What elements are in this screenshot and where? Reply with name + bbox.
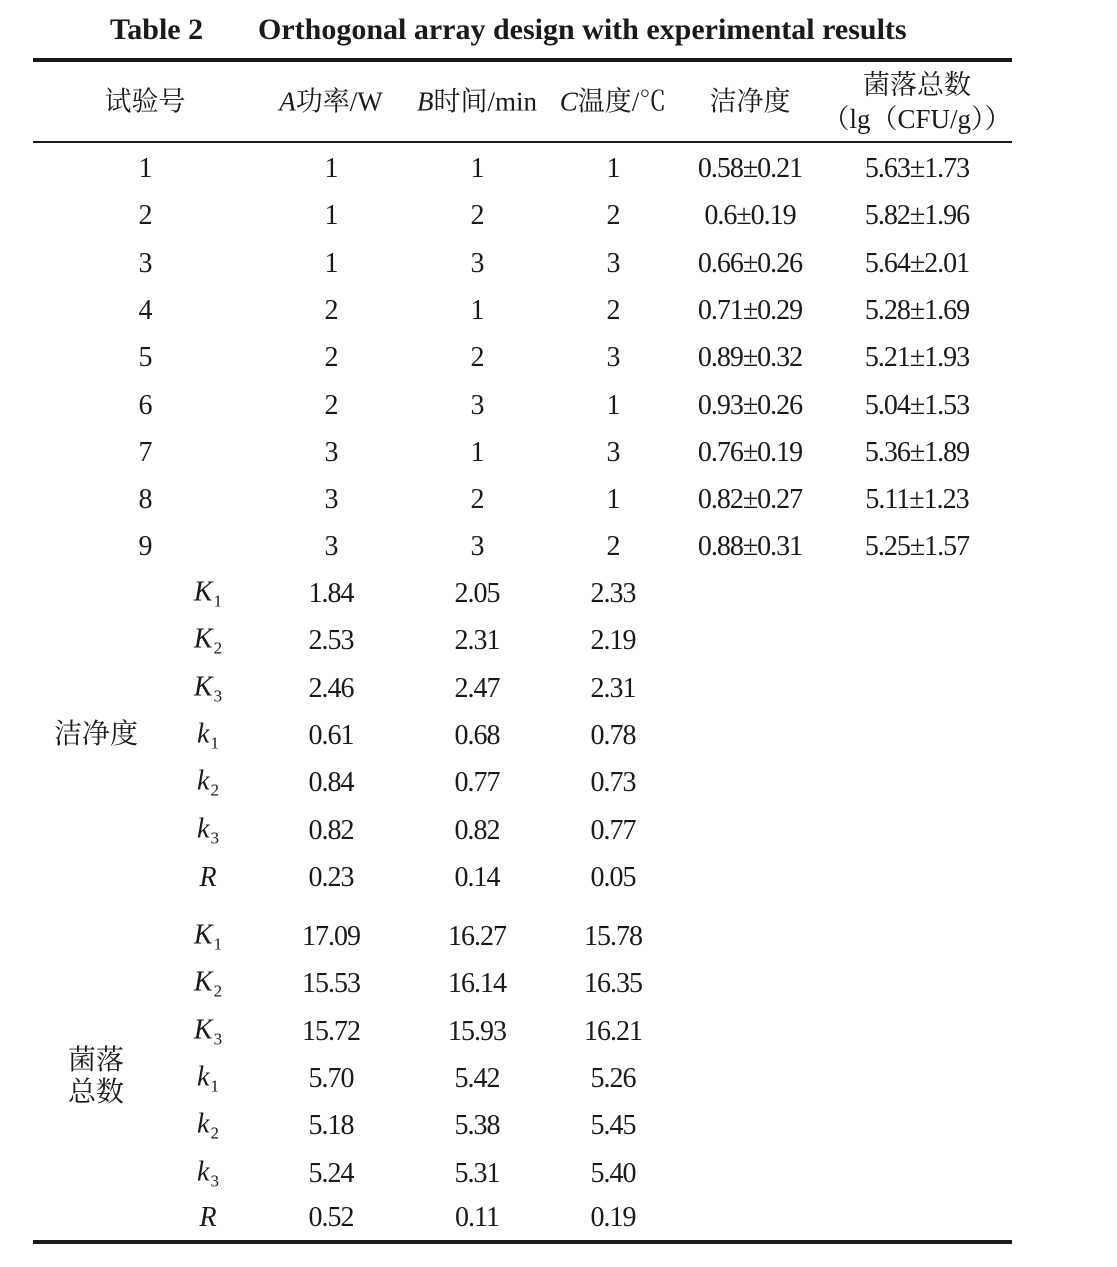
statistic-letter: R [199, 861, 217, 893]
trial-number: 9 [138, 531, 152, 563]
stat-value-b: 15.93 [448, 1015, 506, 1047]
top-rule [33, 58, 1012, 62]
statistic-subscript: 2 [210, 780, 219, 800]
statistic-letter: k [197, 813, 210, 844]
level-a: 2 [324, 294, 338, 326]
stat-value-a: 17.09 [302, 921, 360, 952]
level-c: 3 [606, 436, 620, 468]
level-b: 1 [470, 153, 484, 184]
cleanliness-value: 0.71±0.29 [697, 294, 803, 326]
level-c: 2 [606, 200, 620, 232]
colony-count-value: 5.21±1.93 [864, 342, 970, 374]
header-cleanliness: 洁净度 [709, 86, 791, 117]
stat-value-b: 0.11 [455, 1202, 499, 1233]
stat-value-b: 5.38 [454, 1110, 500, 1142]
level-c: 2 [606, 531, 620, 563]
colony-count-value: 5.63±1.73 [864, 153, 970, 184]
stat-value-a: 5.24 [308, 1157, 354, 1189]
level-a: 2 [324, 389, 338, 421]
stat-value-c: 0.73 [590, 767, 636, 799]
level-c: 1 [606, 153, 620, 184]
stat-value-c: 0.78 [590, 719, 636, 751]
stat-value-c: 16.35 [584, 968, 642, 1000]
statistic-symbol [197, 1108, 219, 1143]
statistic-symbol [193, 966, 223, 1001]
statistic-subscript: 2 [213, 638, 223, 658]
cleanliness-value: 0.66±0.26 [697, 247, 803, 279]
cleanliness-value: 0.88±0.31 [697, 531, 803, 563]
statistic-symbol [193, 576, 223, 611]
level-a: 2 [324, 342, 338, 374]
cleanliness-value: 0.82±0.27 [697, 484, 803, 516]
stat-value-c: 5.26 [590, 1062, 636, 1094]
stat-value-b: 0.77 [454, 767, 500, 799]
statistic-letter: k [197, 1108, 210, 1140]
statistic-symbol [199, 1204, 216, 1232]
header-trial: 试验号 [104, 86, 186, 117]
colony-count-value: 5.11±1.23 [865, 484, 969, 516]
colony-count-value: 5.28±1.69 [864, 294, 970, 326]
header-factor-a-text: 功率/W [295, 86, 383, 117]
stat-value-c: 15.78 [584, 921, 642, 952]
level-a: 3 [324, 436, 338, 468]
stat-value-b: 0.68 [454, 719, 500, 751]
statistic-letter: k [197, 1061, 210, 1093]
stat-value-b: 16.14 [448, 968, 506, 1000]
level-a: 3 [324, 531, 338, 563]
statistic-letter: R [199, 1202, 217, 1233]
statistic-symbol [194, 673, 222, 704]
statistic-symbol [199, 861, 217, 893]
stat-value-c: 5.45 [590, 1110, 636, 1142]
statistic-subscript: 1 [213, 934, 223, 954]
level-b: 2 [470, 484, 484, 516]
statistic-symbol [197, 720, 219, 751]
statistic-symbol [197, 1063, 219, 1094]
group-label-line2: 总数 [67, 1077, 125, 1108]
trial-number: 8 [138, 484, 152, 516]
level-c: 1 [606, 389, 620, 421]
stat-value-a: 15.72 [302, 1015, 360, 1047]
stat-value-c: 2.19 [590, 625, 636, 657]
trial-number: 4 [138, 294, 152, 326]
header-factor-c [559, 86, 667, 117]
cleanliness-value: 0.89±0.32 [697, 342, 803, 374]
statistic-letter: K [193, 623, 213, 655]
header-colony-line2: （lg（CFU/g）） [822, 104, 1012, 134]
statistic-subscript: 1 [213, 591, 223, 611]
stat-value-b: 0.14 [454, 861, 500, 893]
level-b: 3 [470, 389, 484, 421]
statistic-symbol [194, 1016, 222, 1047]
stat-value-a: 0.23 [308, 861, 354, 893]
header-factor-b-letter: B [416, 86, 434, 117]
colony-count-value: 5.64±2.01 [864, 247, 970, 279]
level-b: 1 [470, 294, 484, 326]
stat-value-a: 1.84 [308, 578, 354, 609]
stat-value-a: 0.82 [308, 814, 354, 846]
stat-value-a: 5.70 [308, 1062, 354, 1094]
stat-value-a: 2.46 [308, 672, 354, 704]
statistic-subscript: 1 [210, 1076, 219, 1096]
statistic-symbol [197, 1158, 219, 1189]
level-a: 3 [324, 484, 338, 516]
trial-number: 1 [138, 153, 152, 184]
header-rule [33, 141, 1012, 143]
stat-value-b: 5.42 [454, 1062, 500, 1094]
header-factor-b [416, 86, 538, 117]
statistic-letter: K [193, 919, 213, 951]
statistic-letter: k [197, 765, 210, 797]
statistic-letter: K [193, 576, 213, 608]
stat-value-c: 5.40 [590, 1157, 636, 1189]
stat-value-a: 0.84 [308, 767, 354, 799]
stat-value-b: 5.31 [454, 1157, 500, 1189]
cleanliness-value: 0.6±0.19 [704, 200, 796, 232]
stat-value-c: 16.21 [584, 1015, 642, 1047]
colony-count-value: 5.36±1.89 [864, 436, 970, 468]
level-c: 2 [606, 294, 620, 326]
table-number: Table 2 [110, 13, 204, 46]
statistic-subscript: 3 [210, 1171, 219, 1190]
stat-value-a: 5.18 [308, 1110, 354, 1142]
level-b: 3 [470, 531, 484, 563]
stat-value-a: 15.53 [302, 968, 360, 1000]
statistic-letter: K [193, 1014, 213, 1046]
header-factor-c-text: 温度/℃ [577, 86, 667, 117]
table-caption [0, 8, 1117, 52]
stat-value-c: 0.05 [590, 861, 636, 893]
colony-count-value: 5.25±1.57 [864, 531, 970, 563]
level-b: 2 [470, 342, 484, 374]
trial-number: 3 [138, 247, 152, 279]
level-a: 1 [324, 247, 338, 279]
stat-value-a: 2.53 [308, 625, 354, 657]
statistic-subscript: 3 [213, 1029, 223, 1049]
trial-number: 5 [138, 342, 152, 374]
level-b: 1 [470, 436, 484, 468]
header-colony-line1: 菌落总数 [863, 70, 971, 100]
level-c: 1 [606, 484, 620, 516]
bottom-rule [33, 1240, 1012, 1244]
group-label [54, 721, 138, 749]
stat-value-b: 2.05 [454, 578, 500, 609]
header-factor-a-letter: A [279, 86, 296, 117]
colony-count-value: 5.82±1.96 [864, 200, 970, 232]
header-colony-count [822, 68, 1011, 136]
level-b: 3 [470, 247, 484, 279]
table-title: Orthogonal array design with experimental results [258, 13, 907, 46]
statistic-symbol [193, 919, 223, 954]
cleanliness-value: 0.76±0.19 [697, 436, 803, 468]
statistic-symbol [197, 815, 219, 846]
stat-value-c: 2.31 [590, 672, 636, 704]
group-label-line1: 洁净度 [53, 719, 139, 750]
statistic-symbol [193, 623, 223, 658]
stat-value-b: 2.47 [454, 672, 500, 704]
statistic-subscript: 2 [213, 981, 223, 1001]
header-factor-a [279, 86, 383, 117]
stat-value-c: 2.33 [590, 578, 636, 609]
trial-number: 7 [138, 436, 152, 468]
statistic-letter: k [197, 1156, 210, 1187]
trial-number: 6 [138, 389, 152, 421]
statistic-letter: k [197, 718, 210, 750]
stat-value-b: 0.82 [454, 814, 500, 846]
group-label-line1: 菌落 [67, 1045, 125, 1076]
stat-value-b: 16.27 [448, 921, 506, 952]
level-a: 1 [324, 200, 338, 232]
stat-value-c: 0.77 [590, 814, 636, 846]
level-c: 3 [606, 247, 620, 279]
statistic-symbol [197, 765, 219, 800]
statistic-subscript: 3 [213, 686, 223, 706]
statistic-subscript: 1 [210, 733, 219, 753]
trial-number: 2 [138, 200, 152, 232]
colony-count-value: 5.04±1.53 [864, 389, 970, 421]
stat-value-c: 0.19 [590, 1202, 636, 1233]
header-factor-c-letter: C [559, 86, 578, 117]
stat-value-a: 0.61 [308, 719, 354, 751]
cleanliness-value: 0.58±0.21 [697, 153, 803, 184]
cleanliness-value: 0.93±0.26 [697, 389, 803, 421]
group-label [68, 1045, 124, 1109]
stat-value-b: 2.31 [454, 625, 500, 657]
statistic-letter: K [193, 966, 213, 998]
level-b: 2 [470, 200, 484, 232]
level-a: 1 [324, 153, 338, 184]
header-factor-b-text: 时间/min [433, 86, 538, 117]
level-c: 3 [606, 342, 620, 374]
statistic-letter: K [193, 671, 213, 703]
statistic-subscript: 3 [210, 828, 219, 847]
statistic-subscript: 2 [210, 1123, 219, 1143]
stat-value-a: 0.52 [308, 1202, 354, 1233]
